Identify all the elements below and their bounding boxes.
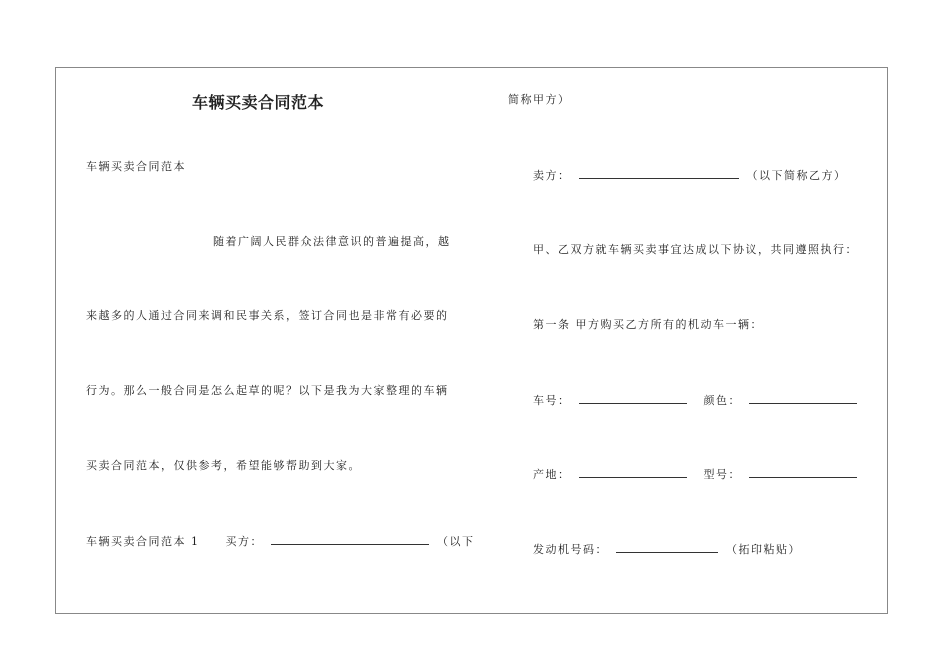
seller-label: 卖方： [533,169,571,182]
buyer-line [86,534,475,549]
seller-line [533,168,847,183]
seller-suffix: （以下简称乙方） [746,169,847,182]
buyer-suffix: （以下 [437,535,475,548]
subtitle: 车辆买卖合同范本 [86,160,186,173]
intro-line-4: 买卖合同范本，仅供参考，希望能够帮助到大家。 [86,459,361,472]
engine-label: 发动机号码： [533,543,608,556]
origin-label: 产地： [533,468,571,481]
seller-blank [579,168,739,179]
sample-label: 车辆买卖合同范本 1 [86,535,200,548]
plate-label: 车号： [533,394,571,407]
continued-text: 简称甲方） [508,93,571,106]
engine-line [533,542,801,557]
plate-blank [579,393,687,404]
plate-color-line [533,393,860,408]
buyer-label: 买方： [225,535,263,548]
origin-blank [579,467,687,478]
clause-1: 第一条 甲方购买乙方所有的机动车一辆： [533,318,763,331]
buyer-blank [271,534,429,545]
model-label: 型号： [703,468,741,481]
agreement-text: 甲、乙双方就车辆买卖事宜达成以下协议，共同遵照执行： [533,243,858,256]
origin-model-line [533,467,860,482]
intro-line-3: 行为。那么一般合同是怎么起草的呢？以下是我为大家整理的车辆 [86,384,449,397]
intro-line-2: 来越多的人通过合同来调和民事关系，签订合同也是非常有必要的 [86,309,449,322]
engine-suffix: （拓印粘贴） [726,543,801,556]
document-title: 车辆买卖合同范本 [192,93,325,112]
model-blank [749,467,857,478]
intro-line-1: 随着广阔人民群众法律意识的普遍提高，越 [213,235,451,248]
engine-blank [616,542,718,553]
color-blank [749,393,857,404]
page-frame [55,67,888,614]
color-label: 颜色： [703,394,741,407]
